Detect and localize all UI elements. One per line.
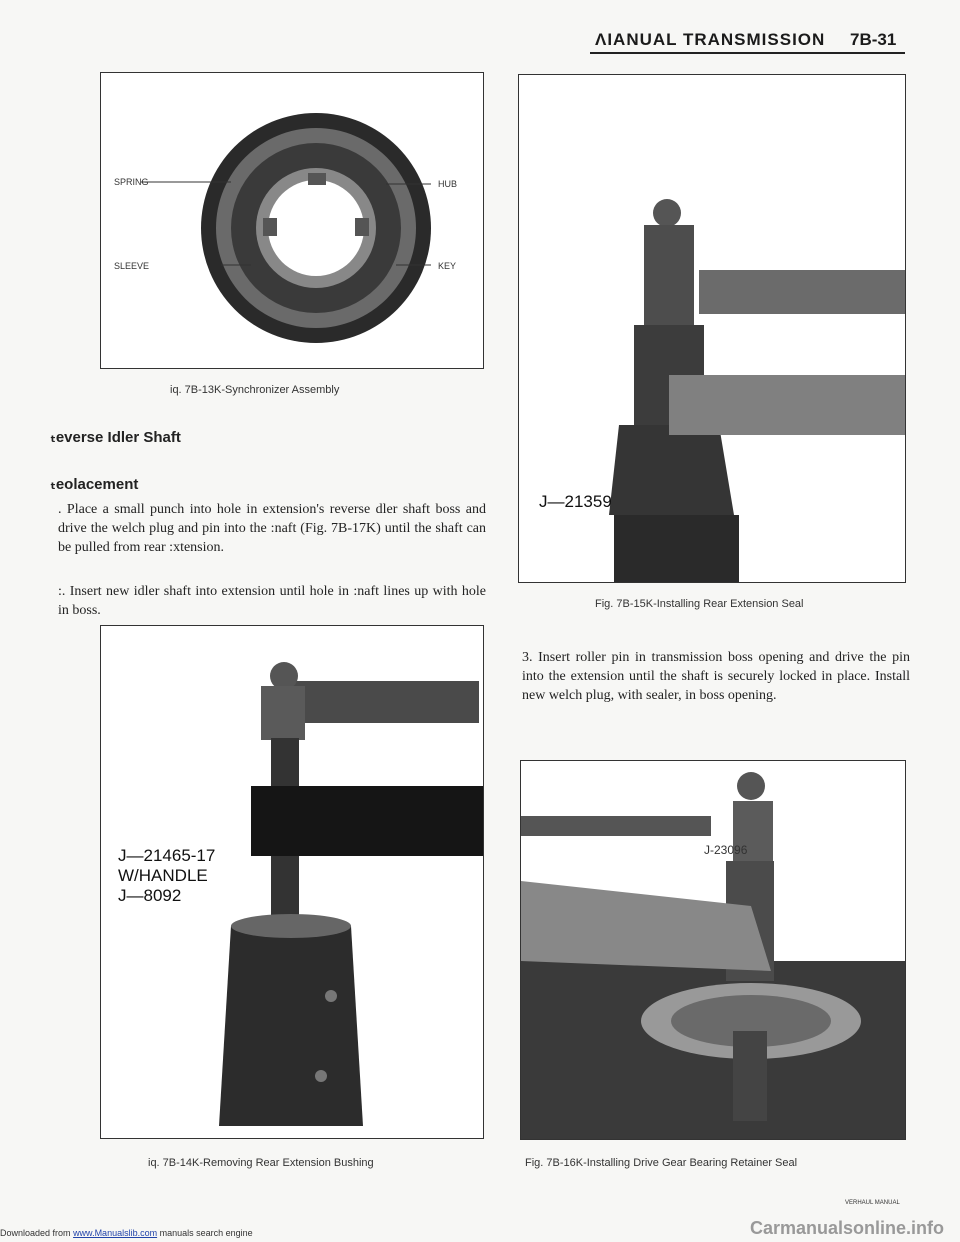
step-2-paragraph: :. Insert new idler shaft into extension until hole in :naft lines up with hole in boss.	[58, 584, 486, 618]
footer-site-link[interactable]: www.Manualslib.com	[73, 1228, 158, 1238]
figure-installing-seal	[518, 74, 906, 583]
label-spring: SPRING	[114, 177, 149, 187]
header-rule	[590, 52, 905, 54]
tool-line-1: J—21465-17	[118, 846, 216, 865]
label-hub: HUB	[438, 179, 458, 189]
running-header-title: ΛΙΑΝUAL TRANSMISSION	[595, 30, 826, 49]
figure-synchronizer-assembly	[100, 72, 484, 369]
footer-brand: Carmanualsonline.info	[750, 1218, 945, 1238]
footer-downloaded-prefix: Downloaded from	[0, 1228, 71, 1238]
tool-label-seal: J—21359	[539, 492, 612, 511]
label-key: KEY	[438, 261, 457, 271]
synchronizer-photo	[101, 73, 483, 368]
tool-line-3: J—8092	[118, 886, 182, 905]
section-heading: ₜeverse Idler Shaft	[50, 429, 181, 446]
caption-fig-14k: iq. 7B-14K-Removing Rear Extension Bushing	[148, 1157, 374, 1169]
label-sleeve: SLEEVE	[114, 261, 150, 271]
tool-line-2: W/HANDLE	[118, 866, 208, 885]
figure-drive-gear-seal	[520, 760, 906, 1140]
section-subheading: ₜeolacement	[50, 476, 139, 493]
tool-label-bushing	[118, 846, 215, 906]
caption-fig-16k: Fig. 7B-16K-Installing Drive Gear Bearing Retainer Seal	[525, 1157, 798, 1169]
footer-downloaded-note	[0, 1228, 253, 1238]
step-3-paragraph: 3. Insert roller pin in transmission boss opening and drive the pin into the extension until the shaft is securely locked in place. Install new welch plug, with sealer, in boss opening.	[522, 650, 910, 703]
caption-fig-15k: Fig. 7B-15K-Installing Rear Extension Seal	[595, 598, 804, 610]
caption-fig-13k: iq. 7B-13K-Synchronizer Assembly	[170, 384, 340, 396]
footer-suffix: manuals search engine	[159, 1228, 253, 1238]
figure-removing-bushing	[100, 625, 484, 1139]
tool-label-drive-gear: J-23096	[704, 843, 748, 857]
footer-corner-mark: VERHAUL MANUAL	[845, 1200, 900, 1206]
page-number: 7B-31	[850, 30, 897, 49]
step-1-paragraph: . Place a small punch into hole in extension's reverse dler shaft boss and drive the welch plug and pin into the :naft (Fig. 7B-17K) until the shaft can be pulled from rear :xtension.	[58, 502, 486, 555]
drive-gear-photo	[521, 761, 905, 1139]
